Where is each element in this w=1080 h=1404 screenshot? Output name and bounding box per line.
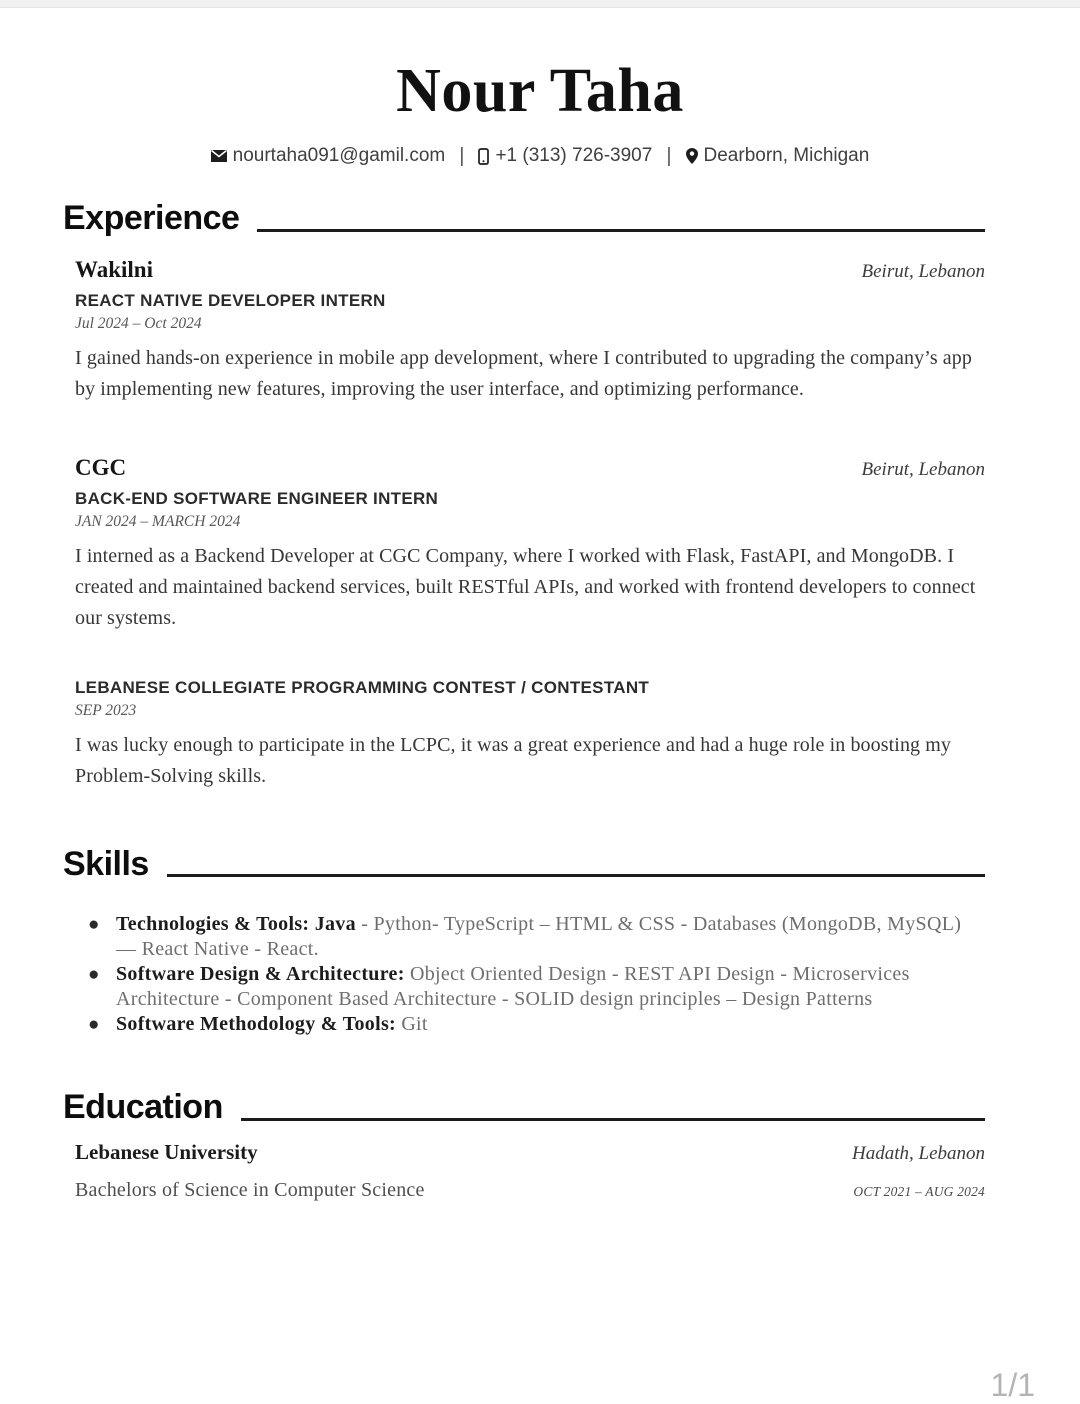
email-text: nourtaha091@gamil.com [232, 145, 446, 167]
envelope-icon [211, 150, 227, 162]
job-title: BACK-END SOFTWARE ENGINEER INTERN [75, 488, 439, 508]
experience-entry-wakilni [63, 257, 985, 405]
skill-item-design-architecture [88, 962, 985, 1012]
job-title: REACT NATIVE DEVELOPER INTERN [75, 290, 386, 310]
section-header-education [63, 1087, 985, 1128]
job-dates: SEP 2023 [75, 701, 137, 719]
location-pin-icon [686, 148, 698, 164]
section-title-skills: Skills [63, 844, 149, 883]
location-text: Dearborn, Michigan [703, 145, 870, 167]
section-rule [167, 874, 985, 877]
school-location: Hadath, Lebanon [852, 1143, 985, 1165]
skill-value: Object Oriented Design - REST API Design - Microservices Architecture - Component Based Architecture - SOLID design principles – Design Patterns [116, 963, 910, 1011]
skill-bold-value: Java [314, 913, 356, 936]
entry-header-row [75, 257, 985, 283]
section-header-skills [63, 844, 985, 885]
bullet-dot: ● [88, 1014, 100, 1036]
skill-label: Software Design & Architecture: [116, 963, 405, 986]
skill-value: Git [401, 1013, 428, 1036]
page-indicator: 1/1 [990, 1367, 1035, 1403]
bullet-dot: ● [88, 964, 100, 986]
skill-label: Technologies & Tools: [116, 913, 310, 936]
contact-separator: | [459, 144, 465, 167]
skill-text [116, 962, 985, 1012]
company-location: Beirut, Lebanon [861, 458, 985, 480]
job-title: LEBANESE COLLEGIATE PROGRAMMING CONTEST / CONTESTANT [75, 677, 650, 697]
education-header-row [75, 1140, 985, 1165]
education-degree-row [75, 1179, 985, 1202]
company-name: CGC [75, 454, 127, 480]
education-entry [63, 1140, 985, 1202]
page-title: Nour Taha [396, 57, 684, 125]
job-dates: JAN 2024 – MARCH 2024 [75, 512, 241, 530]
company-location: Beirut, Lebanon [861, 260, 985, 282]
contact-separator: | [666, 144, 672, 167]
skill-label: Software Methodology & Tools: [116, 1013, 396, 1036]
skill-value: - Python- TypeScript – HTML & CSS - Databases (MongoDB, MySQL) — React Native - React. [116, 913, 962, 961]
experience-entry-lcpc [63, 678, 985, 792]
top-bar [0, 0, 1080, 8]
phone-text: +1 (313) 726-3907 [495, 145, 653, 167]
resume-body [63, 198, 985, 1202]
job-description: I gained hands-on experience in mobile app development, where I contributed to upgrading the company’s app by implementing new features, improving the user interface, and optimizing performance. [75, 346, 972, 400]
degree-name: Bachelors of Science in Computer Science [75, 1179, 425, 1202]
skill-text [116, 1012, 428, 1037]
section-header-experience [63, 198, 985, 239]
mobile-phone-icon [478, 148, 489, 165]
section-rule [257, 229, 985, 232]
skills-list [63, 912, 985, 1037]
contact-email [211, 145, 446, 167]
contact-phone [478, 145, 652, 167]
skill-item-methodology-tools [88, 1012, 985, 1037]
job-dates: Jul 2024 – Oct 2024 [75, 314, 202, 332]
education-dates: OCT 2021 – AUG 2024 [853, 1184, 985, 1200]
school-name: Lebanese University [75, 1140, 258, 1165]
contact-row [0, 145, 1080, 168]
section-title-education: Education [63, 1088, 223, 1127]
job-description: I interned as a Backend Developer at CGC Company, where I worked with Flask, FastAPI, and MongoDB. I created and maintained backend services, built RESTful APIs, and worked with frontend developers to connect our systems. [75, 544, 976, 629]
resume-header [0, 8, 1080, 168]
skill-text [116, 912, 985, 962]
section-title-experience: Experience [63, 198, 240, 237]
entry-header-row [75, 455, 985, 481]
skill-item-technologies [88, 912, 985, 962]
contact-location [686, 145, 870, 167]
company-name: Wakilni [75, 256, 153, 282]
job-description: I was lucky enough to participate in the LCPC, it was a great experience and had a huge role in boosting my Problem-Solving skills. [75, 733, 952, 787]
bullet-dot: ● [88, 914, 100, 936]
experience-entry-cgc [63, 455, 985, 634]
section-rule [241, 1118, 985, 1121]
